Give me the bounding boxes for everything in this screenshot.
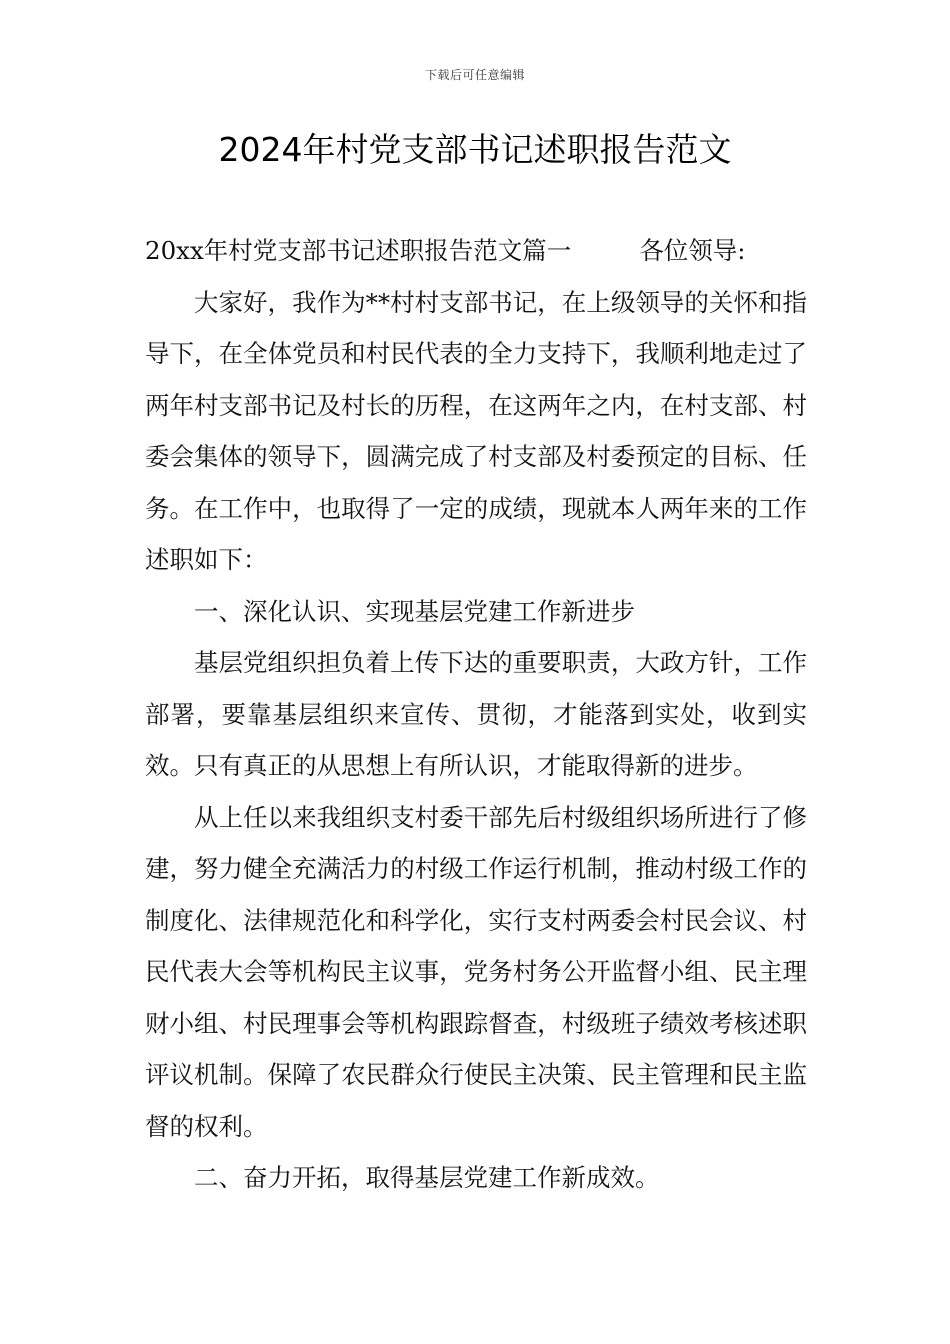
paragraph-section-1-detail: 从上任以来我组织支村委干部先后村级组织场所进行了修建，努力健全充满活力的村级工作运行机制，推动村级工作的制度化、法律规范化和科学化，实行支村两委会村民会议、村民代表大会等机构民主议事，党务村务公开监督小组、民主理财小组、村民理事会等机构跟踪督查，村级班子绩效考核述职评议机制。保障了农民群众行使民主决策、民主管理和民主监督的权利。	[145, 802, 807, 1141]
intro-line	[145, 225, 807, 277]
paragraph-opening: 大家好，我作为**村村支部书记，在上级领导的关怀和指导下，在全体党员和村民代表的全力支持下，我顺利地走过了两年村支部书记及村长的历程，在这两年之内，在村支部、村委会集体的领导下，圆满完成了村支部及村委预定的目标、任务。在工作中，也取得了一定的成绩，现就本人两年来的工作述职如下：	[145, 287, 807, 574]
intro-title: 20xx年村党支部书记述职报告范文篇一	[145, 236, 572, 265]
section-heading-1: 一、深化认识、实现基层党建工作新进步	[194, 596, 635, 626]
header-note: 下载后可任意编辑	[424, 68, 525, 82]
section-heading-2: 二、奋力开拓，取得基层党建工作新成效。	[194, 1163, 660, 1192]
salutation: 各位领导:	[639, 236, 746, 265]
document-body	[145, 225, 807, 1204]
document-title: 2024年村党支部书记述职报告范文	[218, 130, 732, 169]
paragraph-section-1: 基层党组织担负着上传下达的重要职责，大政方针，工作部署，要靠基层组织来宣传、贯彻，才能落到实处，收到实效。只有真正的从思想上有所认识，才能取得新的进步。	[145, 648, 807, 780]
